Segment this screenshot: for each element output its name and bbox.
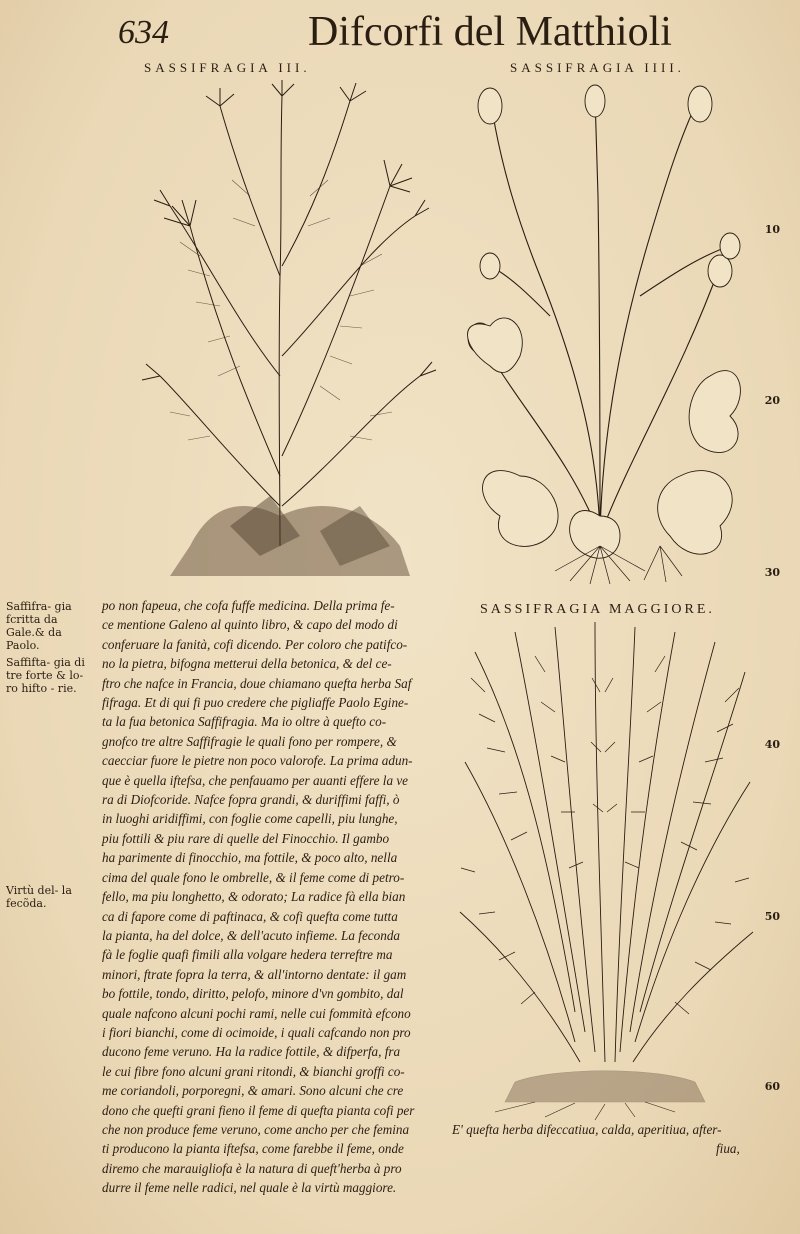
line-number: 10 <box>764 223 780 236</box>
continuation-text <box>452 1120 772 1159</box>
text-line: ce mentione Galeno al quinto libro, & capo del modo di <box>102 617 398 633</box>
caption-plate-bottom: SASSIFRAGIA MAGGIORE. <box>480 602 715 617</box>
plate-sassifragia-maggiore <box>455 612 755 1132</box>
text-line: ta la fua betonica Saffifragia. Ma io oltre à quefto co- <box>102 714 387 730</box>
text-line: fello, ma piu longhetto, & odorato; La radice fà ella bian <box>102 889 406 905</box>
text-line: ti producono la pianta iftefsa, come farebbe il feme, onde <box>102 1141 404 1157</box>
plant-illustration-iiii <box>450 76 755 586</box>
plate-sassifragia-iiii <box>450 76 755 586</box>
plant-illustration-maggiore <box>455 612 755 1132</box>
text-line: ra di Diofcoride. Nafce fopra grandi, & duriffimi faffi, ò <box>102 792 400 808</box>
text-line: minori, ftrate fopra la terra, & all'intorno dentate: il gam <box>102 966 407 982</box>
text-line: po non fapeua, che cofa fuffe medicina. Della prima fe- <box>102 598 395 613</box>
text-line: no la pietra, bifogna metterui della betonica, & del ce- <box>102 656 392 672</box>
text-line: gnofco tre altre Saffifragie le quali fono per rompere, & <box>102 733 397 749</box>
text-line: conferuare la fanità, cofi dicendo. Per coloro che patifco- <box>102 636 408 652</box>
text-line: in luoghi aridiffimi, con foglie come capelli, piu lunghe, <box>102 811 398 827</box>
text-line: dono che quefti grani fieno il feme di quefta pianta cofi per <box>102 1102 415 1118</box>
plate-sassifragia-iii <box>130 76 440 581</box>
caption-plate-left: SASSIFRAGIA III. <box>144 60 311 75</box>
text-line: me coriandoli, porporegni, & amari. Sono alcuni che cre <box>102 1083 404 1099</box>
text-line: E' quefta herba difeccatiua, calda, aperitiua, after- <box>452 1122 722 1137</box>
margin-note-virtu: Virtù del- la fecõda. <box>6 884 72 910</box>
page-number: 634 <box>118 14 169 51</box>
text-line: ftro che nafce in Francia, doue chiamano quefta herba Saf <box>102 675 412 691</box>
text-line: que è quella iftefsa, che penfauamo per auanti effere la ve <box>102 772 409 788</box>
text-line: ca di fapore come di paftinaca, & cofi quefta come tutta <box>102 908 398 924</box>
margin-note: Saffifra- gia fcritta da Gale.& da Paolo. <box>6 600 72 652</box>
body-text <box>102 596 452 1198</box>
text-line: i fiori bianchi, come di ocimoide, i quali cafcando non pro <box>102 1024 411 1040</box>
text-line: durre il feme nelle radici, nel quale è la virtù maggiore. <box>102 1180 397 1196</box>
line-number: 60 <box>764 1080 780 1093</box>
text-line: diremo che marauigliofa è la natura di queft'herba à pro <box>102 1160 402 1176</box>
caption-plate-right: SASSIFRAGIA IIII. <box>510 60 685 75</box>
line-number: 20 <box>764 394 780 407</box>
text-line: fà le foglie quafi fimili alla volgare hedera terreftre ma <box>102 947 393 963</box>
text-line: la pianta, ha del dolce, & dell'acuto infieme. La feconda <box>102 927 401 943</box>
text-line: le cui fibre fono alcuni grani ritondi, & bianchi groffi co- <box>102 1063 405 1079</box>
text-line: ha parimente di finocchio, ma fottile, & poco alto, nella <box>102 850 398 866</box>
text-line: fiua, <box>716 1141 740 1157</box>
text-line: fifraga. Et di qui fi puo credere che pigliaffe Paolo Egine- <box>102 695 409 711</box>
text-line: caecciar fuore le pietre non poco valorofe. La prima adun- <box>102 753 413 769</box>
text-line: che non produce feme veruno, come ancho per che femina <box>102 1121 410 1137</box>
text-line: cima del quale fono le ombrelle, & il feme come di petro- <box>102 869 405 885</box>
plant-illustration-iii <box>130 76 440 581</box>
text-line: ducono feme veruno. Ha la radice fottile, & difperfa, fra <box>102 1044 401 1060</box>
margin-note: Saffifta- gia di tre forte & lo- ro hifto - rie. <box>6 656 85 695</box>
text-line: quale nafcono alcuni pochi rami, nelle cui fommità efcono <box>102 1005 411 1021</box>
running-title: Difcorfi del Matthioli <box>308 9 672 55</box>
line-number: 40 <box>764 738 780 751</box>
line-number: 50 <box>764 910 780 923</box>
margin-notes <box>6 600 96 699</box>
text-line: bo fottile, tondo, diritto, pelofo, minore d'vn gombito, dal <box>102 986 404 1002</box>
line-number: 30 <box>764 566 780 579</box>
text-line: piu fottili & piu rare di quelle del Finocchio. Il gambo <box>102 830 390 846</box>
